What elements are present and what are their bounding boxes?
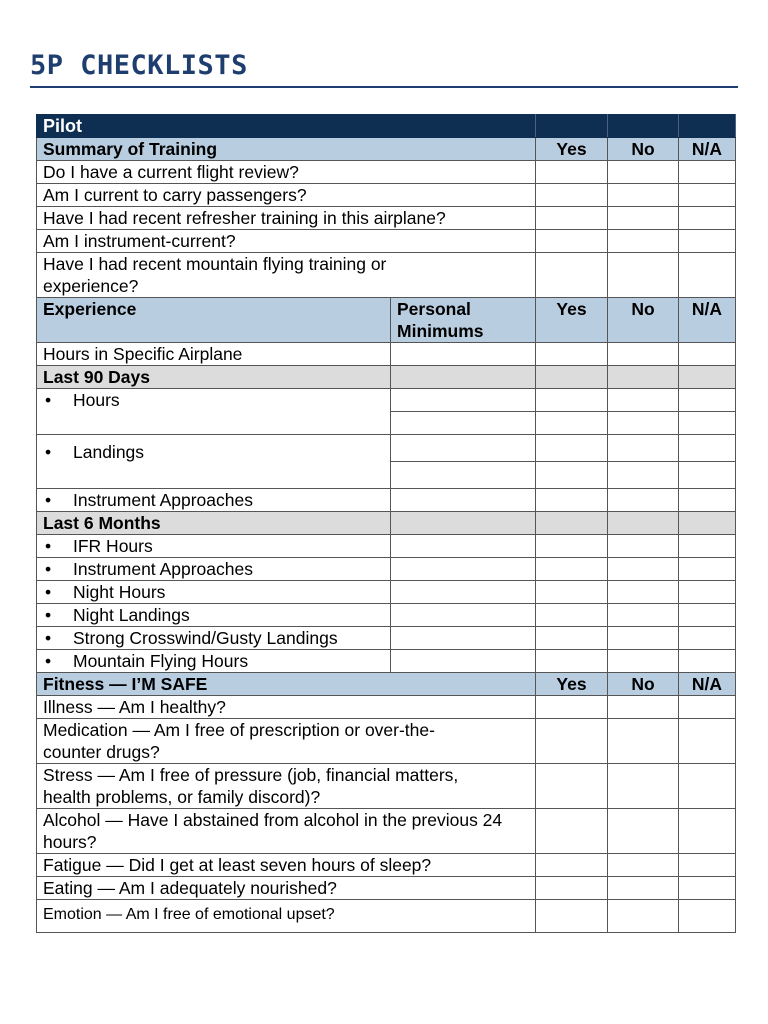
last-90-days-header-row [37,366,736,389]
na-cell[interactable] [679,877,736,900]
no-cell[interactable] [608,809,679,854]
fitness-header-row [37,673,736,696]
yes-cell[interactable] [536,854,608,877]
yes-cell[interactable] [536,809,608,854]
table-row [37,184,736,207]
bullet-icon: • [45,536,52,556]
table-row [37,253,736,298]
experience-header-row [37,298,736,343]
na-cell[interactable] [679,161,736,184]
yes-column-header: Yes [536,298,608,343]
table-row [37,877,736,900]
na-cell[interactable] [679,535,736,558]
table-row [37,489,736,512]
list-item: • Hours [37,389,391,435]
table-row [37,558,736,581]
yes-cell[interactable] [536,184,608,207]
no-cell[interactable] [608,581,679,604]
na-cell[interactable] [679,854,736,877]
na-cell[interactable] [679,184,736,207]
yes-cell[interactable] [536,253,608,298]
yes-cell[interactable] [536,412,608,435]
summary-heading: Summary of Training [37,138,536,161]
table-row [37,535,736,558]
bullet-icon: • [45,605,52,625]
no-cell[interactable] [608,535,679,558]
yes-cell[interactable] [536,558,608,581]
table-row [37,435,736,462]
na-cell[interactable] [679,809,736,854]
question-text: Am I instrument-current? [37,230,536,253]
na-cell[interactable] [679,412,736,435]
question-text: Fatigue — Did I get at least seven hours of sleep? [37,854,536,877]
yes-cell[interactable] [536,161,608,184]
personal-minimum-cell[interactable] [391,462,536,489]
pilot-header: Pilot [37,115,536,138]
table-row [37,696,736,719]
bullet-icon: • [45,651,52,671]
no-cell[interactable] [608,696,679,719]
na-cell[interactable] [679,719,736,764]
table-row [37,764,736,809]
yes-cell[interactable] [536,462,608,489]
no-cell[interactable] [608,161,679,184]
no-cell[interactable] [608,604,679,627]
na-cell[interactable] [679,230,736,253]
question-text: Alcohol — Have I abstained from alcohol in the previous 24 hours? [37,809,536,854]
list-item: • Instrument Approaches [37,558,391,581]
na-cell[interactable] [679,650,736,673]
page-title: 5P CHECKLISTS [30,50,248,81]
no-cell[interactable] [608,207,679,230]
item-text: Hours in Specific Airplane [37,343,391,366]
table-row [37,900,736,933]
question-text: Eating — Am I adequately nourished? [37,877,536,900]
no-cell[interactable] [608,253,679,298]
na-cell[interactable] [679,900,736,933]
na-cell[interactable] [679,462,736,489]
na-cell[interactable] [679,604,736,627]
question-text: Medication — Am I free of prescription or over-the-counter drugs? [37,719,536,764]
table-row [37,161,736,184]
fitness-heading: Fitness — I’M SAFE [37,673,536,696]
list-item: • Landings [37,435,391,489]
bullet-icon: • [45,628,52,648]
bullet-icon: • [45,490,52,510]
no-cell[interactable] [608,627,679,650]
bullet-icon: • [45,559,52,579]
no-column-header: No [608,673,679,696]
na-column-header: N/A [679,673,736,696]
table-row [37,650,736,673]
personal-minimum-cell[interactable] [391,581,536,604]
table-row [37,854,736,877]
personal-minimums-header: Personal Minimums [391,298,536,343]
table-row [37,389,736,412]
personal-minimum-cell[interactable] [391,604,536,627]
yes-column-header: Yes [536,138,608,161]
list-item: • Instrument Approaches [37,489,391,512]
no-column-header: No [608,298,679,343]
question-text: Illness — Am I healthy? [37,696,536,719]
list-item: • Mountain Flying Hours [37,650,391,673]
na-cell[interactable] [679,581,736,604]
title-underline [30,86,738,88]
no-cell[interactable] [608,462,679,489]
yes-cell[interactable] [536,535,608,558]
summary-header-row [37,138,736,161]
yes-cell[interactable] [536,389,608,412]
no-cell[interactable] [608,412,679,435]
list-item: • IFR Hours [37,535,391,558]
no-cell[interactable] [608,230,679,253]
na-cell[interactable] [679,389,736,412]
yes-cell[interactable] [536,877,608,900]
bullet-icon: • [45,582,52,602]
table-row [37,627,736,650]
list-item: • Night Hours [37,581,391,604]
bullet-icon: • [45,390,52,410]
table-row [37,809,736,854]
personal-minimum-cell[interactable] [391,627,536,650]
no-cell[interactable] [608,184,679,207]
question-text: Have I had recent refresher training in this airplane? [37,207,536,230]
na-cell[interactable] [679,696,736,719]
bullet-icon: • [45,442,52,462]
na-cell[interactable] [679,207,736,230]
yes-cell[interactable] [536,650,608,673]
yes-cell[interactable] [536,764,608,809]
question-text: Do I have a current flight review? [37,161,536,184]
last-90-days-heading: Last 90 Days [37,366,391,389]
no-cell[interactable] [608,877,679,900]
table-row [37,230,736,253]
question-text: Stress — Am I free of pressure (job, financial matters, health problems, or family discord)? [37,764,536,809]
no-cell[interactable] [608,435,679,462]
table-row [37,604,736,627]
yes-cell[interactable] [536,230,608,253]
no-cell[interactable] [608,900,679,933]
yes-cell[interactable] [536,627,608,650]
personal-minimum-cell[interactable] [391,435,536,462]
table-row [37,343,736,366]
table-row [37,719,736,764]
na-cell[interactable] [679,558,736,581]
pilot-checklist-table [36,114,736,933]
no-cell[interactable] [608,719,679,764]
na-cell[interactable] [679,764,736,809]
na-column-header: N/A [679,138,736,161]
na-cell[interactable] [679,253,736,298]
list-item: • Strong Crosswind/Gusty Landings [37,627,391,650]
last-6-months-header-row [37,512,736,535]
yes-cell[interactable] [536,581,608,604]
question-text: Emotion — Am I free of emotional upset? [37,900,536,933]
personal-minimum-cell[interactable] [391,650,536,673]
personal-minimum-cell[interactable] [391,343,536,366]
yes-cell[interactable] [536,435,608,462]
no-cell[interactable] [608,558,679,581]
no-cell[interactable] [608,343,679,366]
personal-minimum-cell[interactable] [391,412,536,435]
yes-cell[interactable] [536,343,608,366]
yes-cell[interactable] [536,719,608,764]
na-cell[interactable] [679,489,736,512]
table-row [37,207,736,230]
last-6-months-heading: Last 6 Months [37,512,391,535]
no-cell[interactable] [608,854,679,877]
no-cell[interactable] [608,650,679,673]
question-text: Am I current to carry passengers? [37,184,536,207]
personal-minimum-cell[interactable] [391,489,536,512]
no-cell[interactable] [608,489,679,512]
na-cell[interactable] [679,627,736,650]
table-row [37,581,736,604]
yes-cell[interactable] [536,604,608,627]
personal-minimum-cell[interactable] [391,558,536,581]
question-text: Have I had recent mountain flying training or experience? [37,253,536,298]
no-column-header: No [608,138,679,161]
pilot-header-row [37,115,736,138]
list-item: • Night Landings [37,604,391,627]
na-column-header: N/A [679,298,736,343]
experience-heading: Experience [37,298,391,343]
na-cell[interactable] [679,343,736,366]
personal-minimum-cell[interactable] [391,389,536,412]
yes-cell[interactable] [536,900,608,933]
na-cell[interactable] [679,435,736,462]
yes-column-header: Yes [536,673,608,696]
no-cell[interactable] [608,389,679,412]
personal-minimum-cell[interactable] [391,535,536,558]
yes-cell[interactable] [536,696,608,719]
yes-cell[interactable] [536,489,608,512]
yes-cell[interactable] [536,207,608,230]
no-cell[interactable] [608,764,679,809]
